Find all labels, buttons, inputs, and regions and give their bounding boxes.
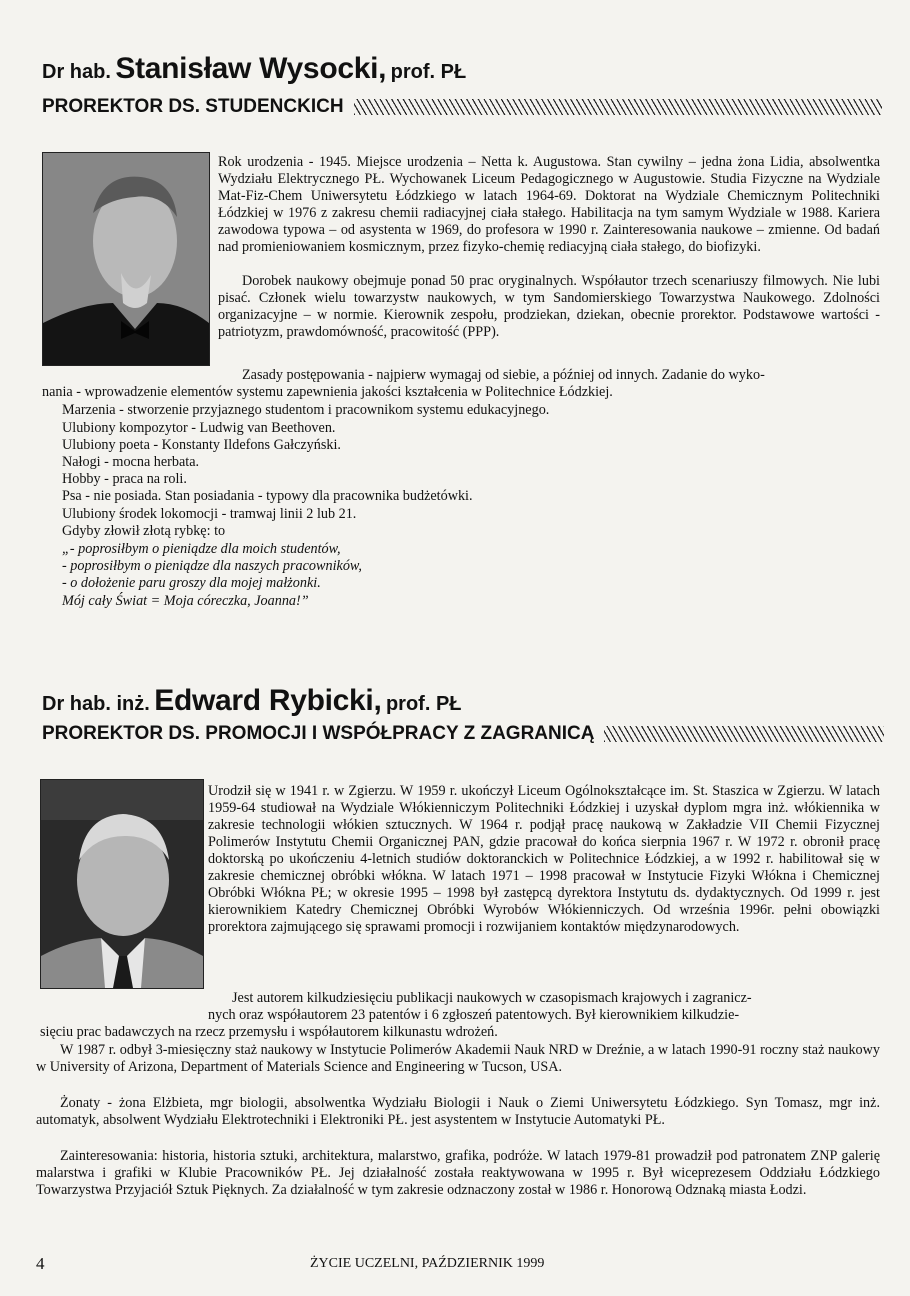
section2-portrait [40, 779, 204, 989]
quote-line: - poprosiłbym o pieniądze dla naszych pracowników, [62, 558, 362, 574]
portrait-photo-icon [41, 780, 203, 988]
section2-bio-paragraph-5: Zainteresowania: historia, historia sztuki, architektura, malarstwo, grafika, podróże. W latach 1979-81 prowadził pod patronatem ZNP galerię malarstwa i grafiki w Klubie Pracowników PŁ. Jej działalność została reaktywowana w 1995 r. Był wiceprezesem Oddziału Łódzkiego Towarzystwa Przyjaciół Sztuk Pięknych. Za działalność w tym zakresie odznaczony został w 1986 r. Honorową Odznaką miasta Łodzi. [36, 1148, 880, 1198]
section1-bio-paragraph-3-line-1: Zasady postępowania - najpierw wymagaj od siebie, a później od innych. Zadanie do wyko- [242, 367, 765, 383]
section1-bio-paragraph-3-line-2: nania - wprowadzenie elementów systemu zapewnienia jakości kształcenia w Politechnice Łódzkiej. [42, 384, 613, 400]
list-item: Gdyby złowił złotą rybkę: to [62, 523, 226, 539]
hatch-divider [354, 99, 882, 115]
list-item: Ulubiony kompozytor - Ludwig van Beethoven. [62, 420, 336, 436]
quote-line: „- poprosiłbym o pieniądze dla moich studentów, [62, 541, 341, 557]
section1-name-suffix: prof. PŁ [390, 61, 467, 83]
section2-bio-paragraph-1: Urodził się w 1941 r. w Zgierzu. W 1959 r. ukończył Liceum Ogólnokształcące im. St. Staszica w Zgierzu. W latach 1959-64 studiował na Wydziale Włókienniczym Politechniki Łódzkiej i uzyskał dyplom mgra inż. włókiennika w zakresie technologii włókien sztucznych. W 1964 r. podjął pracę naukową w Zakładzie VII Chemii Fizycznej Polimerów Instytutu Chemii Organicznej PAN, gdzie pracował do końca sierpnia 1967 r. W 1972 r. obronił pracę doktorską po ukończeniu 4-letnich studiów doktoranckich w Politechnice Łódzkiej, a w 1992 r. habilitował się w zakresie chemicznej obróbki włókna. W latach 1971 – 1998 pracował w Instytucie Fizyki Włókna i Chemicznej Obróbki Włókna PŁ; w okresie 1995 – 1998 był zastępcą dyrektora Instytutu ds. dydaktycznych. Od 1999 r. jest kierownikiem Katedry Chemicznej Obróbki Wyrobów Włókienniczych. Od września 1996r. pełni obowiązki prorektora zajmującego się sprawami promocji i rozwijaniem kontaktów międzynarodowych. [208, 783, 880, 935]
portrait-photo-icon [43, 153, 209, 365]
section2-name-prefix: Dr hab. inż. [42, 693, 150, 715]
section1-name: Stanisław Wysocki, [115, 52, 387, 85]
list-item: Marzenia - stworzenie przyjaznego studentom i pracownikom systemu edukacyjnego. [62, 402, 550, 418]
section1-portrait [42, 152, 210, 366]
section2-bio-paragraph-2-line-2: nych oraz współautorem 23 patentów i 6 zgłoszeń patentowych. Był kierownikiem kilkudzie- [208, 1007, 740, 1023]
section2-name: Edward Rybicki, [154, 684, 382, 717]
publication-title: ŻYCIE UCZELNI, PAŹDZIERNIK 1999 [310, 1256, 545, 1271]
section1-role: PROREKTOR DS. STUDENCKICH [42, 96, 344, 117]
section2-role: PROREKTOR DS. PROMOCJI I WSPÓŁPRACY Z ZAGRANICĄ [42, 723, 595, 744]
section2-bio-paragraph-2-line-1: Jest autorem kilkudziesięciu publikacji naukowych w czasopismach krajowych i zagranicz- [232, 990, 752, 1006]
section2-name-heading [42, 684, 462, 718]
section2-role-heading [42, 723, 884, 745]
section1-bio-paragraph-2: Dorobek naukowy obejmuje ponad 50 prac oryginalnych. Współautor trzech scenariuszy filmowych. Nie lubi pisać. Członek wielu towarzystw naukowych, w tym Sandomierskiego Towarzystwa Naukowego. Zdolności organizacyjne – w normie. Kierownik zespołu, prodziekan, dziekan, obecnie prorektor. Podstawowe wartości - patriotyzm, prawdomówność, pracowitość (PPP). [218, 273, 880, 340]
section2-name-suffix: prof. PŁ [385, 693, 462, 715]
list-item: Ulubiony środek lokomocji - tramwaj linii 2 lub 21. [62, 506, 357, 522]
section1-bio-paragraph-1: Rok urodzenia - 1945. Miejsce urodzenia – Netta k. Augustowa. Stan cywilny – jedna żona Lidia, absolwentka Wydziału Elektrycznego PŁ. Wychowanek Liceum Pedagogicznego w Augustowie. Studia Fizyczne na Wydziale Mat-Fiz-Chem Uniwersytetu Łódzkiego w latach 1964-69. Doktorat na Wydziale Chemicznym Politechniki Łódzkiej w 1976 z zakresu chemii radiacyjnej ciała stałego. Habilitacja na tym samym Wydziale w 1988. Kariera zawodowa typowa – od asystenta w 1969, do profesora w 1990 r. Zainteresowania naukowe – zmienne. Od badań nad promieniowaniem kosmicznym, przez fizyko-chemię rediacyjną ciała stałego, do biofizyki. [218, 154, 880, 255]
list-item: Nałogi - mocna herbata. [62, 454, 200, 470]
list-item: Hobby - praca na roli. [62, 471, 187, 487]
section2-bio-paragraph-3: W 1987 r. odbył 3-miesięczny staż naukowy w Instytucie Polimerów Akademii Nauk NRD w Dreźnie, a w latach 1990-91 roczny staż naukowy w University of Arizona, Department of Materials Science and Engineering w Tucson, USA. [36, 1042, 880, 1075]
quote-line: Mój cały Świat = Moja córeczka, Joanna!” [62, 593, 309, 609]
section2-bio-paragraph-2-rest: sięciu prac badawczych na rzecz przemysłu i współautorem kilkunastu wdrożeń. [40, 1024, 498, 1040]
section1-name-heading [42, 52, 466, 86]
quote-line: - o dołożenie paru groszy dla mojej małżonki. [62, 575, 321, 591]
list-item: Psa - nie posiada. Stan posiadania - typowy dla pracownika budżetówki. [62, 488, 473, 504]
list-item: Ulubiony poeta - Konstanty Ildefons Gałczyński. [62, 437, 341, 453]
section1-name-prefix: Dr hab. [42, 61, 111, 83]
hatch-divider [604, 726, 884, 742]
page-number: 4 [36, 1254, 45, 1273]
section1-role-heading [42, 96, 882, 118]
section2-bio-paragraph-4: Żonaty - żona Elżbieta, mgr biologii, absolwentka Wydziału Biologii i Nauk o Ziemi Uniwersytetu Łódzkiego. Syn Tomasz, mgr inż. automatyk, absolwent Wydziału Elektrotechniki i Elektroniki PŁ. jest asystentem w Instytucie Automatyki PŁ. [36, 1095, 880, 1128]
